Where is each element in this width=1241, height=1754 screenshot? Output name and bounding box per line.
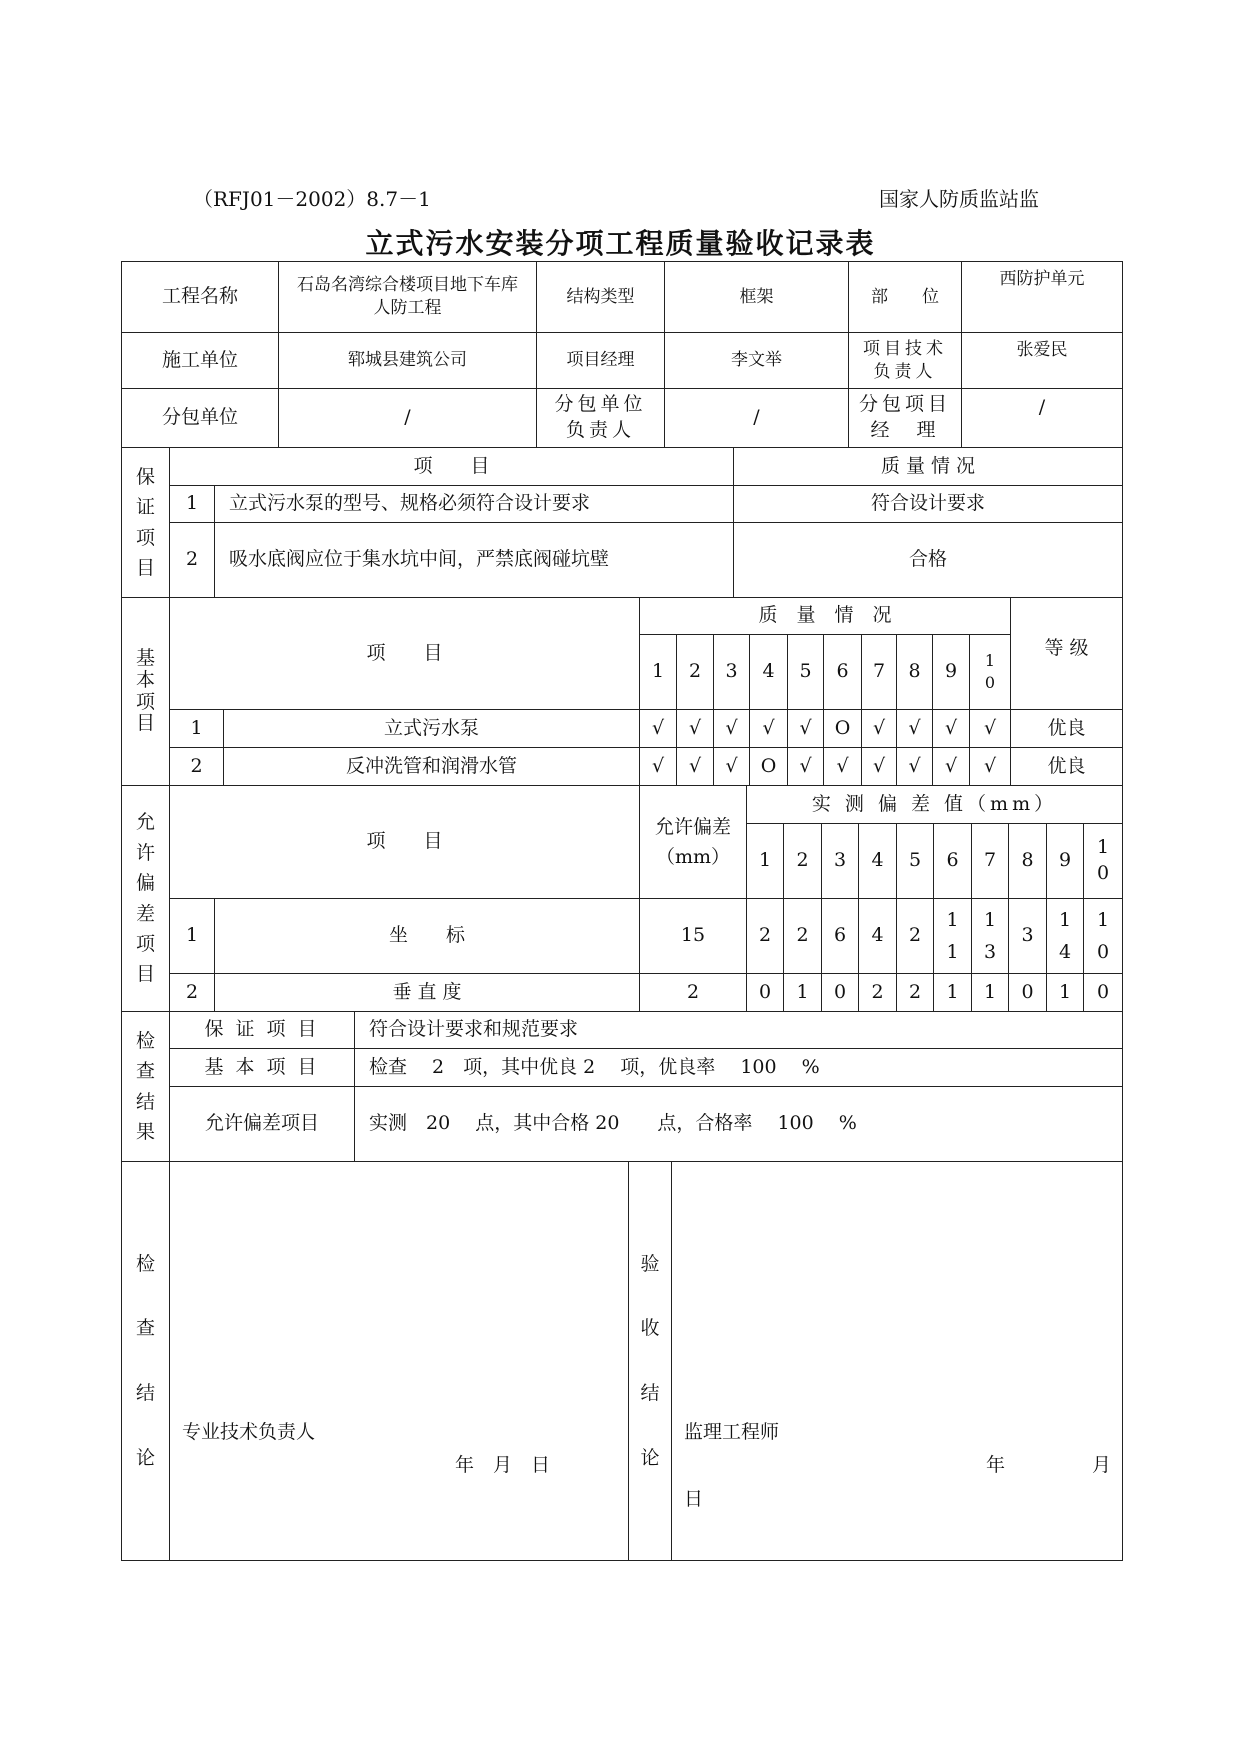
deviation-col-header: 5 [896, 823, 934, 899]
deviation-item-header: 项 目 [169, 785, 640, 899]
deviation-row-no: 2 [169, 973, 215, 1012]
result-guarantee-label: 保 证 项 目 [169, 1011, 355, 1049]
project-manager-value[interactable]: 李文举 [664, 332, 849, 389]
accept-month: 月 [1092, 1454, 1112, 1476]
guarantee-row-no: 2 [169, 522, 215, 598]
deviation-value[interactable]: 4 [858, 898, 897, 974]
basic-mark[interactable]: √ [787, 747, 824, 786]
basic-quality-header: 质 量 情 况 [639, 597, 1011, 635]
result-guarantee-text[interactable]: 符合设计要求和规范要求 [354, 1011, 1123, 1049]
accept-conclusion-label: 验收结论 [628, 1161, 672, 1561]
basic-grade-header: 等 级 [1010, 597, 1123, 710]
deviation-col-header: 1 [746, 823, 784, 899]
basic-col-header: 8 [896, 634, 933, 710]
result-basic-text[interactable]: 检查 2 项，其中优良 2 项，优良率 100 % [354, 1048, 1123, 1087]
guarantee-row-quality[interactable]: 符合设计要求 [733, 485, 1123, 523]
subcontractor-label: 分包单位 [121, 388, 279, 448]
deviation-value[interactable]: 2 [746, 898, 784, 974]
basic-mark[interactable]: √ [861, 747, 897, 786]
guarantee-item-header: 项 目 [169, 447, 734, 486]
inspection-record-table [121, 261, 1123, 1561]
part-label: 部 位 [848, 261, 962, 333]
deviation-row-no: 1 [169, 898, 215, 974]
tech-lead-label: 项目技术负责人 [848, 332, 962, 389]
deviation-row-allow[interactable]: 15 [639, 898, 747, 974]
deviation-col-header: 2 [783, 823, 822, 899]
basic-mark[interactable]: √ [639, 747, 677, 786]
basic-item-header: 项 目 [169, 597, 640, 710]
subcontractor-lead-label: 分包单位负责人 [536, 388, 665, 448]
contractor-label: 施工单位 [121, 332, 279, 389]
basic-mark[interactable]: √ [896, 709, 933, 748]
basic-mark[interactable]: √ [639, 709, 677, 748]
deviation-value[interactable]: 3 [1008, 898, 1047, 974]
deviation-value[interactable]: 10 [1083, 898, 1123, 974]
deviation-value[interactable]: 1 [933, 973, 972, 1012]
basic-section-label: 基本项目 [121, 597, 170, 786]
basic-mark[interactable]: √ [932, 709, 970, 748]
deviation-value[interactable]: 13 [971, 898, 1009, 974]
guarantee-row-item: 吸水底阀应位于集水坑中间，严禁底阀碰坑壁 [214, 522, 734, 598]
check-conclusion-area[interactable] [169, 1161, 629, 1561]
basic-mark[interactable]: √ [749, 709, 788, 748]
result-deviation-label: 允许偏差项目 [169, 1086, 355, 1162]
basic-col-header: 5 [787, 634, 824, 710]
guarantee-quality-header: 质 量 情 况 [733, 447, 1123, 486]
structure-type-label: 结构类型 [536, 261, 665, 333]
accept-conclusion-area[interactable] [671, 1161, 1123, 1561]
basic-mark[interactable]: √ [896, 747, 933, 786]
result-deviation-text[interactable]: 实测 20 点，其中合格 20 点，合格率 100 % [354, 1086, 1123, 1162]
deviation-value[interactable]: 2 [896, 973, 934, 1012]
basic-col-header: 6 [823, 634, 862, 710]
sub-pm-value[interactable]: / [961, 388, 1123, 448]
deviation-value[interactable]: 2 [896, 898, 934, 974]
guarantee-row-no: 1 [169, 485, 215, 523]
deviation-value[interactable]: 0 [1008, 973, 1047, 1012]
basic-col-header: 10 [969, 634, 1011, 710]
deviation-row-item: 垂 直 度 [214, 973, 640, 1012]
deviation-value[interactable]: 2 [858, 973, 897, 1012]
document-title: 立式污水安装分项工程质量验收记录表 [365, 227, 876, 260]
deviation-value[interactable]: 0 [746, 973, 784, 1012]
deviation-value[interactable]: 14 [1046, 898, 1084, 974]
basic-mark[interactable]: √ [676, 747, 714, 786]
deviation-col-header: 6 [933, 823, 972, 899]
basic-row-no: 1 [169, 709, 224, 748]
deviation-col-header: 9 [1046, 823, 1084, 899]
subcontractor-value[interactable]: / [278, 388, 537, 448]
basic-mark[interactable]: √ [861, 709, 897, 748]
basic-mark[interactable]: √ [787, 709, 824, 748]
sub-pm-label: 分包项目经 理 [848, 388, 962, 448]
basic-col-header: 1 [639, 634, 677, 710]
deviation-row-item: 坐 标 [214, 898, 640, 974]
result-section-label: 检查结果 [121, 1011, 170, 1162]
guarantee-section-label: 保证项目 [121, 447, 170, 598]
deviation-allow-header: 允许偏差（mm） [639, 785, 747, 899]
accept-day: 日 [684, 1488, 704, 1510]
accept-year: 年 [986, 1454, 1006, 1476]
deviation-value[interactable]: 0 [1083, 973, 1123, 1012]
deviation-value[interactable]: 0 [821, 973, 859, 1012]
issuing-organization: 国家人防质监站监 [879, 187, 1039, 211]
basic-col-header: 7 [861, 634, 897, 710]
basic-mark[interactable]: √ [823, 747, 862, 786]
document-code: （RFJ01－2002）8.7－1 [193, 187, 431, 211]
guarantee-row-quality[interactable]: 合格 [733, 522, 1123, 598]
part-value[interactable]: 西防护单元 [961, 261, 1123, 333]
basic-mark[interactable]: √ [713, 709, 750, 748]
result-basic-label: 基 本 项 目 [169, 1048, 355, 1087]
basic-mark[interactable]: O [749, 747, 788, 786]
deviation-value[interactable]: 6 [821, 898, 859, 974]
basic-row-grade[interactable]: 优良 [1010, 747, 1123, 786]
project-name-label: 工程名称 [121, 261, 279, 333]
basic-col-header: 3 [713, 634, 750, 710]
project-name-value[interactable]: 石岛名湾综合楼项目地下车库人防工程 [278, 261, 537, 333]
basic-mark[interactable]: √ [969, 709, 1011, 748]
basic-col-header: 9 [932, 634, 970, 710]
basic-row-grade[interactable]: 优良 [1010, 709, 1123, 748]
structure-type-value[interactable]: 框架 [664, 261, 849, 333]
deviation-section-label: 允许偏差项目 [121, 785, 170, 1012]
basic-row-no: 2 [169, 747, 224, 786]
deviation-col-header: 7 [971, 823, 1009, 899]
deviation-col-header: 3 [821, 823, 859, 899]
deviation-col-header: 10 [1083, 823, 1123, 899]
basic-mark[interactable]: √ [713, 747, 750, 786]
project-manager-label: 项目经理 [536, 332, 665, 389]
guarantee-row-item: 立式污水泵的型号、规格必须符合设计要求 [214, 485, 734, 523]
deviation-value[interactable]: 1 [971, 973, 1009, 1012]
deviation-col-header: 8 [1008, 823, 1047, 899]
deviation-value[interactable]: 11 [933, 898, 972, 974]
basic-row-item: 立式污水泵 [223, 709, 640, 748]
deviation-measured-header: 实 测 偏 差 值（mm） [746, 785, 1123, 824]
basic-mark[interactable]: √ [969, 747, 1011, 786]
check-conclusion-label: 检查结论 [121, 1161, 170, 1561]
deviation-value[interactable]: 1 [783, 973, 822, 1012]
check-signer-label: 专业技术负责人 [182, 1421, 316, 1443]
basic-col-header: 2 [676, 634, 714, 710]
check-date: 年 月 日 [455, 1454, 551, 1476]
accept-signer-label: 监理工程师 [684, 1421, 780, 1443]
basic-row-item: 反冲洗管和润滑水管 [223, 747, 640, 786]
tech-lead-value[interactable]: 张爱民 [961, 332, 1123, 389]
deviation-col-header: 4 [858, 823, 897, 899]
basic-mark[interactable]: O [823, 709, 862, 748]
subcontractor-lead-value[interactable]: / [664, 388, 849, 448]
contractor-value[interactable]: 郓城县建筑公司 [278, 332, 537, 389]
basic-mark[interactable]: √ [676, 709, 714, 748]
basic-col-header: 4 [749, 634, 788, 710]
deviation-value[interactable]: 1 [1046, 973, 1084, 1012]
deviation-row-allow[interactable]: 2 [639, 973, 747, 1012]
deviation-value[interactable]: 2 [783, 898, 822, 974]
basic-mark[interactable]: √ [932, 747, 970, 786]
